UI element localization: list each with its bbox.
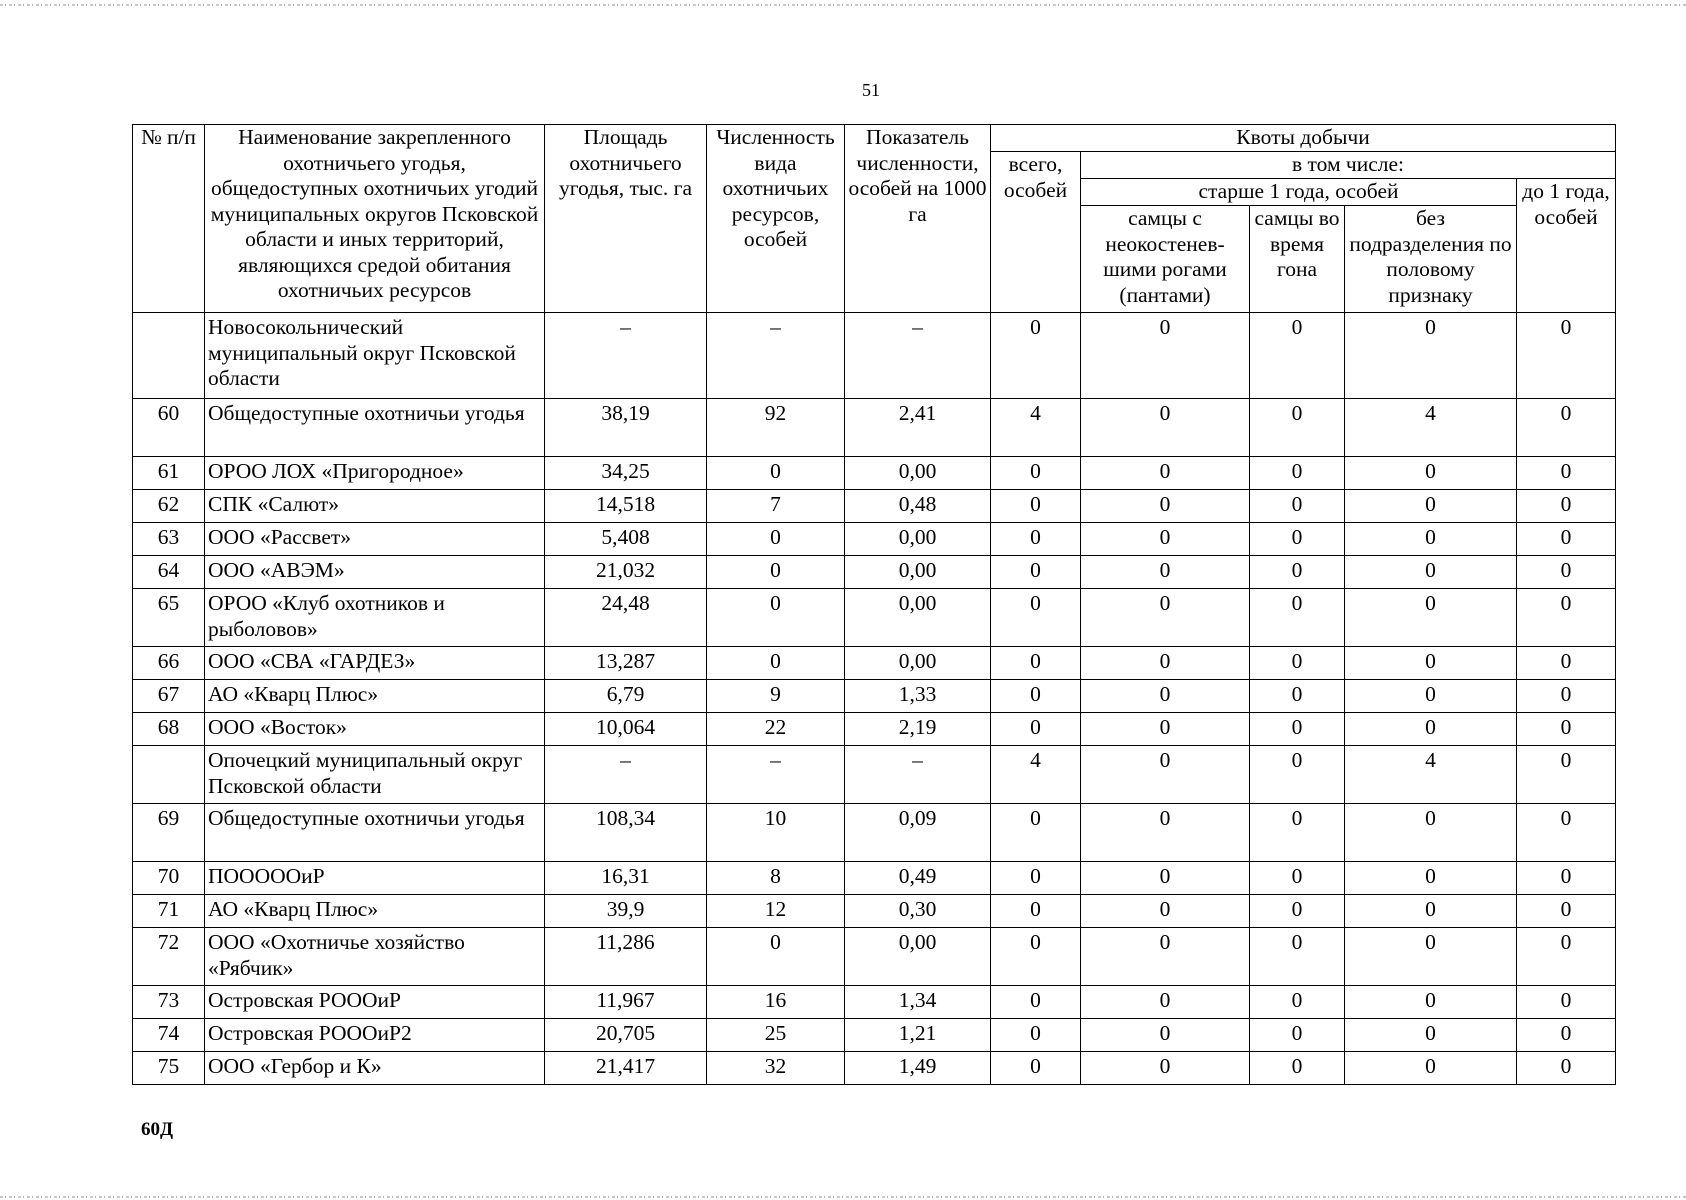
cell-under1: 0 [1517, 523, 1616, 556]
cell-area: 39,9 [545, 895, 707, 928]
cell-under1: 0 [1517, 589, 1616, 647]
table-row [133, 680, 1616, 713]
table-row [133, 862, 1616, 895]
cell-num: 75 [133, 1052, 205, 1085]
cell-area: 14,518 [545, 490, 707, 523]
cell-num [133, 313, 205, 399]
cell-population: 0 [707, 523, 845, 556]
cell-total: 0 [991, 804, 1081, 862]
scan-edge-bottom [0, 1196, 1686, 1198]
cell-under1: 0 [1517, 313, 1616, 399]
cell-area: – [545, 313, 707, 399]
header-area: Площадь охотничьего угодья, тыс. га [545, 125, 707, 313]
cell-name: ПОООООиР [205, 862, 545, 895]
cell-rut: 0 [1250, 490, 1345, 523]
cell-rut: 0 [1250, 1019, 1345, 1052]
cell-under1: 0 [1517, 1052, 1616, 1085]
cell-total: 0 [991, 680, 1081, 713]
document-code: 60Д [141, 1119, 174, 1140]
cell-num: 62 [133, 490, 205, 523]
cell-nosex: 0 [1345, 713, 1517, 746]
cell-antlers: 0 [1081, 895, 1250, 928]
cell-area: 24,48 [545, 589, 707, 647]
cell-total: 4 [991, 746, 1081, 804]
header-nosex: без подразделения по половому признаку [1345, 206, 1517, 313]
cell-population: 0 [707, 457, 845, 490]
cell-population: 0 [707, 556, 845, 589]
cell-under1: 0 [1517, 556, 1616, 589]
cell-rut: 0 [1250, 589, 1345, 647]
cell-rut: 0 [1250, 804, 1345, 862]
table-row [133, 746, 1616, 804]
cell-name: ООО «Гербор и К» [205, 1052, 545, 1085]
cell-density: 1,21 [845, 1019, 991, 1052]
cell-num: 70 [133, 862, 205, 895]
cell-total: 0 [991, 457, 1081, 490]
cell-num: 73 [133, 986, 205, 1019]
cell-area: 21,417 [545, 1052, 707, 1085]
table-row [133, 1052, 1616, 1085]
cell-num: 65 [133, 589, 205, 647]
cell-density: 1,33 [845, 680, 991, 713]
cell-antlers: 0 [1081, 862, 1250, 895]
cell-density: 0,00 [845, 589, 991, 647]
header-older: старше 1 года, особей [1081, 179, 1517, 206]
cell-under1: 0 [1517, 986, 1616, 1019]
cell-population: 25 [707, 1019, 845, 1052]
cell-total: 0 [991, 713, 1081, 746]
cell-num: 66 [133, 647, 205, 680]
cell-num [133, 746, 205, 804]
cell-rut: 0 [1250, 556, 1345, 589]
header-total: всего, особей [991, 152, 1081, 313]
cell-name: Общедоступные охотничьи угодья [205, 399, 545, 457]
cell-density: 0,48 [845, 490, 991, 523]
cell-under1: 0 [1517, 713, 1616, 746]
cell-name: Новосокольнический муниципальный округ Псковской области [205, 313, 545, 399]
cell-total: 0 [991, 1019, 1081, 1052]
table-row [133, 713, 1616, 746]
cell-population: 10 [707, 804, 845, 862]
cell-antlers: 0 [1081, 713, 1250, 746]
cell-antlers: 0 [1081, 399, 1250, 457]
scan-edge-top [0, 4, 1686, 6]
cell-total: 0 [991, 556, 1081, 589]
cell-density: 2,41 [845, 399, 991, 457]
cell-area: 10,064 [545, 713, 707, 746]
cell-area: – [545, 746, 707, 804]
cell-num: 68 [133, 713, 205, 746]
cell-name: Островская РОООиР2 [205, 1019, 545, 1052]
cell-population: 16 [707, 986, 845, 1019]
cell-population: 0 [707, 589, 845, 647]
cell-name: Островская РОООиР [205, 986, 545, 1019]
cell-population: 0 [707, 928, 845, 986]
header-name: Наименование закрепленного охотничьего угодья, общедоступных охотничьих угодий муниципальных округов Псковской области и иных территорий, являющихся средой обитания охотничьих ресурсов [205, 125, 545, 313]
cell-total: 0 [991, 490, 1081, 523]
cell-population: 92 [707, 399, 845, 457]
cell-under1: 0 [1517, 804, 1616, 862]
cell-rut: 0 [1250, 399, 1345, 457]
cell-name: Общедоступные охотничьи угодья [205, 804, 545, 862]
cell-density: 0,00 [845, 556, 991, 589]
cell-nosex: 0 [1345, 313, 1517, 399]
table-row [133, 399, 1616, 457]
header-antlers: самцы с неокостенев-шими рогами (пантами) [1081, 206, 1250, 313]
cell-name: ООО «Рассвет» [205, 523, 545, 556]
cell-density: 0,49 [845, 862, 991, 895]
cell-nosex: 0 [1345, 1019, 1517, 1052]
cell-antlers: 0 [1081, 928, 1250, 986]
table-row [133, 895, 1616, 928]
cell-density: 1,34 [845, 986, 991, 1019]
cell-rut: 0 [1250, 457, 1345, 490]
cell-under1: 0 [1517, 647, 1616, 680]
table-row [133, 313, 1616, 399]
cell-name: АО «Кварц Плюс» [205, 895, 545, 928]
cell-nosex: 0 [1345, 589, 1517, 647]
quota-table [132, 124, 1616, 1085]
cell-nosex: 4 [1345, 399, 1517, 457]
cell-rut: 0 [1250, 680, 1345, 713]
cell-name: ООО «Охотничье хозяйство «Рябчик» [205, 928, 545, 986]
cell-population: 9 [707, 680, 845, 713]
cell-num: 71 [133, 895, 205, 928]
cell-num: 61 [133, 457, 205, 490]
cell-under1: 0 [1517, 928, 1616, 986]
cell-rut: 0 [1250, 647, 1345, 680]
header-population: Численность вида охотничьих ресурсов, особей [707, 125, 845, 313]
cell-antlers: 0 [1081, 746, 1250, 804]
cell-density: – [845, 746, 991, 804]
cell-total: 4 [991, 399, 1081, 457]
cell-area: 38,19 [545, 399, 707, 457]
cell-density: 0,30 [845, 895, 991, 928]
table-row [133, 647, 1616, 680]
cell-rut: 0 [1250, 1052, 1345, 1085]
cell-rut: 0 [1250, 313, 1345, 399]
cell-name: ООО «СВА «ГАРДЕЗ» [205, 647, 545, 680]
cell-area: 11,967 [545, 986, 707, 1019]
header-density: Показатель численности, особей на 1000 га [845, 125, 991, 313]
cell-nosex: 0 [1345, 804, 1517, 862]
cell-under1: 0 [1517, 457, 1616, 490]
cell-num: 67 [133, 680, 205, 713]
cell-population: 7 [707, 490, 845, 523]
table-row [133, 490, 1616, 523]
cell-total: 0 [991, 928, 1081, 986]
cell-num: 72 [133, 928, 205, 986]
cell-nosex: 0 [1345, 928, 1517, 986]
cell-num: 74 [133, 1019, 205, 1052]
cell-antlers: 0 [1081, 313, 1250, 399]
cell-density: 0,09 [845, 804, 991, 862]
cell-nosex: 0 [1345, 556, 1517, 589]
cell-name: ООО «АВЭМ» [205, 556, 545, 589]
cell-rut: 0 [1250, 986, 1345, 1019]
cell-density: – [845, 313, 991, 399]
cell-name: ОРОО «Клуб охотников и рыболовов» [205, 589, 545, 647]
cell-name: СПК «Салют» [205, 490, 545, 523]
cell-population: 32 [707, 1052, 845, 1085]
cell-area: 16,31 [545, 862, 707, 895]
cell-area: 11,286 [545, 928, 707, 986]
cell-antlers: 0 [1081, 457, 1250, 490]
cell-antlers: 0 [1081, 589, 1250, 647]
cell-area: 21,032 [545, 556, 707, 589]
cell-total: 0 [991, 862, 1081, 895]
cell-num: 63 [133, 523, 205, 556]
cell-area: 34,25 [545, 457, 707, 490]
cell-num: 64 [133, 556, 205, 589]
cell-name: ООО «Восток» [205, 713, 545, 746]
cell-under1: 0 [1517, 680, 1616, 713]
cell-total: 0 [991, 986, 1081, 1019]
cell-num: 69 [133, 804, 205, 862]
cell-area: 20,705 [545, 1019, 707, 1052]
table-row [133, 457, 1616, 490]
cell-area: 6,79 [545, 680, 707, 713]
cell-antlers: 0 [1081, 647, 1250, 680]
cell-nosex: 0 [1345, 647, 1517, 680]
cell-total: 0 [991, 589, 1081, 647]
cell-nosex: 0 [1345, 895, 1517, 928]
cell-population: 8 [707, 862, 845, 895]
cell-rut: 0 [1250, 713, 1345, 746]
cell-nosex: 0 [1345, 523, 1517, 556]
header-under1: до 1 года, особей [1517, 179, 1616, 313]
cell-density: 0,00 [845, 928, 991, 986]
cell-antlers: 0 [1081, 556, 1250, 589]
cell-density: 0,00 [845, 523, 991, 556]
header-num: № п/п [133, 125, 205, 313]
cell-under1: 0 [1517, 862, 1616, 895]
cell-nosex: 0 [1345, 1052, 1517, 1085]
cell-density: 2,19 [845, 713, 991, 746]
cell-population: 22 [707, 713, 845, 746]
table-row [133, 589, 1616, 647]
table-row [133, 804, 1616, 862]
cell-antlers: 0 [1081, 986, 1250, 1019]
table-row [133, 1019, 1616, 1052]
cell-antlers: 0 [1081, 490, 1250, 523]
cell-rut: 0 [1250, 862, 1345, 895]
header-quota: Квоты добычи [991, 125, 1616, 152]
cell-density: 0,00 [845, 647, 991, 680]
cell-antlers: 0 [1081, 680, 1250, 713]
cell-total: 0 [991, 1052, 1081, 1085]
cell-density: 0,00 [845, 457, 991, 490]
cell-area: 108,34 [545, 804, 707, 862]
cell-name: Опочецкий муниципальный округ Псковской области [205, 746, 545, 804]
cell-antlers: 0 [1081, 523, 1250, 556]
page-number: 51 [862, 80, 880, 100]
cell-total: 0 [991, 895, 1081, 928]
cell-antlers: 0 [1081, 1052, 1250, 1085]
table-header [133, 125, 1616, 313]
cell-under1: 0 [1517, 399, 1616, 457]
header-including: в том числе: [1081, 152, 1616, 179]
cell-under1: 0 [1517, 490, 1616, 523]
cell-population: – [707, 746, 845, 804]
cell-total: 0 [991, 647, 1081, 680]
cell-area: 5,408 [545, 523, 707, 556]
header-rut: самцы во время гона [1250, 206, 1345, 313]
cell-name: ОРОО ЛОХ «Пригородное» [205, 457, 545, 490]
cell-rut: 0 [1250, 523, 1345, 556]
cell-nosex: 0 [1345, 680, 1517, 713]
cell-name: АО «Кварц Плюс» [205, 680, 545, 713]
cell-under1: 0 [1517, 746, 1616, 804]
table-row [133, 928, 1616, 986]
cell-antlers: 0 [1081, 1019, 1250, 1052]
table-row [133, 556, 1616, 589]
cell-under1: 0 [1517, 1019, 1616, 1052]
cell-num: 60 [133, 399, 205, 457]
cell-nosex: 0 [1345, 457, 1517, 490]
cell-nosex: 0 [1345, 862, 1517, 895]
cell-area: 13,287 [545, 647, 707, 680]
table-row [133, 523, 1616, 556]
cell-rut: 0 [1250, 928, 1345, 986]
table-row [133, 986, 1616, 1019]
cell-density: 1,49 [845, 1052, 991, 1085]
cell-population: 12 [707, 895, 845, 928]
cell-population: – [707, 313, 845, 399]
cell-rut: 0 [1250, 895, 1345, 928]
cell-nosex: 0 [1345, 986, 1517, 1019]
cell-under1: 0 [1517, 895, 1616, 928]
cell-population: 0 [707, 647, 845, 680]
cell-nosex: 0 [1345, 490, 1517, 523]
cell-nosex: 4 [1345, 746, 1517, 804]
cell-total: 0 [991, 523, 1081, 556]
cell-rut: 0 [1250, 746, 1345, 804]
table-body [133, 313, 1616, 1085]
cell-total: 0 [991, 313, 1081, 399]
cell-antlers: 0 [1081, 804, 1250, 862]
